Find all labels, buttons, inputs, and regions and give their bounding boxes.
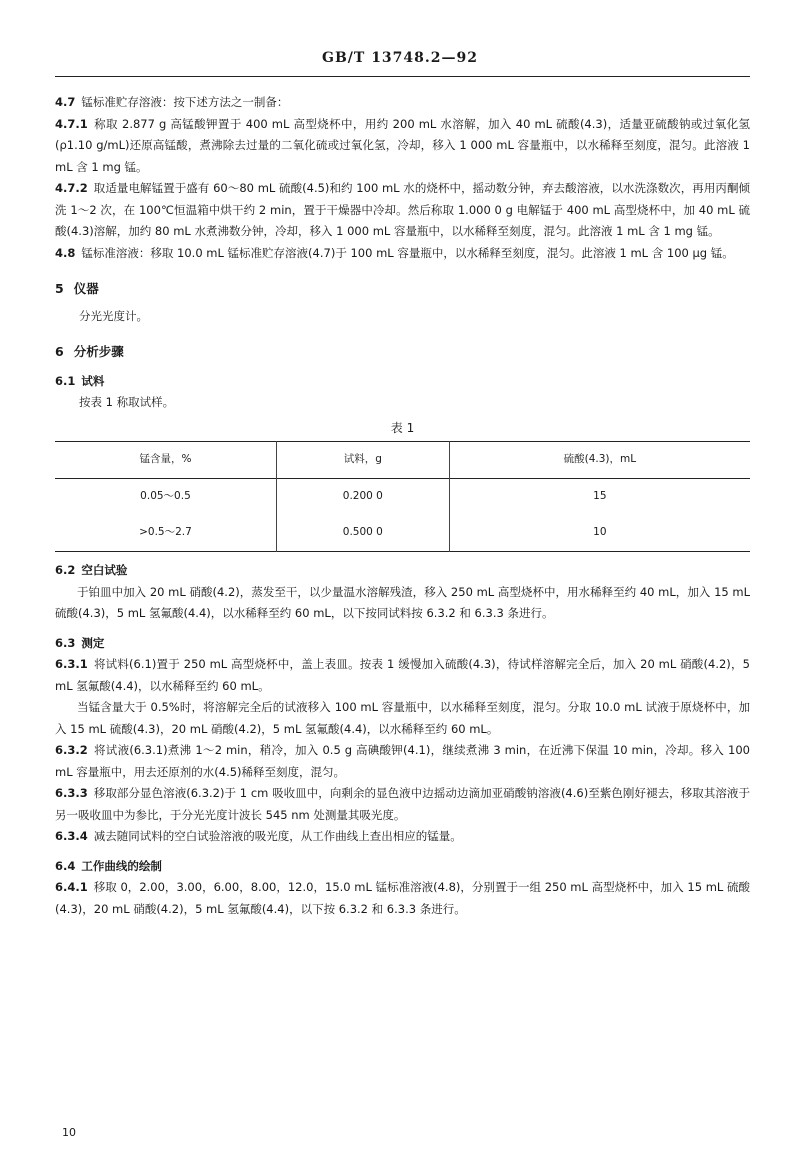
clause-title: 空白试验 (81, 563, 128, 577)
clause-text: 将试料(6.1)置于 250 mL 高型烧杯中，盖上表皿。按表 1 缓慢加入硫酸(4.3)，待试样溶解完全后，加入 20 mL 硝酸(4.2)，5 mL 氢氟酸(4.4)，以水稀释至约 60 mL。 (55, 657, 750, 693)
table-header-row (55, 442, 750, 479)
clause-6-3-1 (55, 654, 750, 697)
clause-text: 锰标准贮存溶液：按下述方法之一制备： (81, 95, 289, 109)
clause-number: 6.4.1 (55, 880, 88, 894)
header-rule (55, 76, 750, 77)
clause-title: 试料 (81, 373, 105, 388)
clause-4-7 (55, 92, 750, 114)
clause-6-1-heading (55, 371, 750, 393)
section-5-heading (55, 278, 750, 300)
clause-text: 减去随同试料的空白试验溶液的吸光度，从工作曲线上查出相应的锰量。 (93, 829, 462, 843)
table-cell: 0.500 0 (276, 515, 449, 552)
clause-6-2-heading (55, 560, 750, 582)
clause-number: 4.7 (55, 95, 76, 109)
table-cell: 10 (449, 515, 750, 552)
clause-number: 6.3.3 (55, 786, 88, 800)
clause-6-3-2 (55, 740, 750, 783)
table-cell: 0.200 0 (276, 479, 449, 516)
section-5-body: 分光光度计。 (79, 308, 148, 323)
table-row (55, 479, 750, 516)
clause-text: 锰标准溶液：移取 10.0 mL 锰标准贮存溶液(4.7)于 100 mL 容量瓶中，以水稀释至刻度，混匀。此溶液 1 mL 含 100 μg 锰。 (81, 245, 734, 260)
column-header: 硫酸(4.3)，mL (449, 442, 750, 479)
column-header: 试料，g (276, 442, 449, 479)
section-title: 仪器 (73, 281, 99, 296)
clause-number: 6.3.4 (55, 829, 88, 843)
clause-text: 将试液(6.3.1)煮沸 1～2 min，稍冷，加入 0.5 g 高碘酸钾(4.1)，继续煮沸 3 min，在近沸下保温 10 min，冷却。移入 100 mL 容量瓶中，用去还原剂的水(4.5)稀释至刻度，混匀。 (55, 743, 750, 779)
clause-6-3-3 (55, 783, 750, 826)
table-cell: 15 (449, 479, 750, 516)
clause-text: 移取部分显色溶液(6.3.2)于 1 cm 吸收皿中，向剩余的显色液中边摇动边滴加亚硝酸钠溶液(4.6)至紫色刚好褪去，移取其溶液于另一吸收皿中为参比，于分光光度计波长 545 nm 处测量其吸光度。 (55, 786, 750, 822)
clause-number: 4.7.2 (55, 181, 88, 195)
table-caption: 表 1 (390, 420, 415, 435)
clause-number: 6.3.2 (55, 743, 88, 757)
section-6-heading (55, 341, 750, 363)
clause-4-7-1 (55, 114, 750, 179)
clause-number: 6.4 (55, 858, 76, 873)
clause-number: 4.7.1 (55, 116, 88, 131)
clause-6-3-4 (55, 826, 750, 848)
clause-title: 测定 (81, 635, 105, 650)
clause-6-4-1 (55, 877, 750, 920)
table-cell: >0.5～2.7 (139, 526, 192, 539)
table-1 (55, 441, 750, 552)
document-body (55, 92, 750, 920)
column-header: 锰含量，% (139, 453, 192, 466)
clause-4-7-2 (55, 178, 750, 243)
table-cell: 0.05～0.5 (140, 490, 191, 503)
clause-4-8 (55, 243, 750, 265)
clause-number: 6.3.1 (55, 657, 88, 671)
clause-title: 工作曲线的绘制 (81, 858, 162, 873)
section-number: 5 (55, 281, 64, 296)
section-title: 分析步骤 (73, 344, 124, 359)
clause-text: 称取 2.877 g 高锰酸钾置于 400 mL 高型烧杯中，用约 200 mL 水溶解，加入 40 mL 硫酸(4.3)，适量亚硫酸钠或过氧化氢(ρ1.10 g/mL)还原高锰酸，煮沸除去过量的二氧化硫或过氧化氢，冷却，移入 1 000 mL 容量瓶中，以水稀释至刻度，混匀。此溶液 1 mL 含 1 mg 锰。 (55, 116, 750, 174)
clause-6-2-body: 于铂皿中加入 20 mL 硝酸(4.2)，蒸发至干，以少量温水溶解残渣，移入 250 mL 高型烧杯中，用水稀释至约 40 mL，加入 15 mL 硫酸(4.3)，5 mL 氢氟酸(4.4)，以水稀释至约 60 mL，以下按同试料按 6.3.2 和 6.3.3 条进行。 (55, 584, 750, 620)
clause-6-1-body: 按表 1 称取试样。 (79, 395, 175, 409)
section-number: 6 (55, 344, 64, 359)
clause-number: 6.3 (55, 635, 76, 650)
clause-6-3-1-note: 当锰含量大于 0.5%时，将溶解完全后的试液移入 100 mL 容量瓶中，以水稀释至刻度，混匀。分取 10.0 mL 试液于原烧杯中，加入 15 mL 硫酸(4.3)，20 mL 硝酸(4.2)，5 mL 氢氟酸(4.4)，以水稀释至约 60 mL。 (55, 700, 750, 736)
clause-number: 6.2 (55, 563, 76, 577)
clause-6-4-heading (55, 856, 750, 878)
table-row (55, 515, 750, 552)
clause-number: 6.1 (55, 373, 76, 388)
clause-text: 取适量电解锰置于盛有 60～80 mL 硫酸(4.5)和约 100 mL 水的烧杯中，摇动数分钟，弃去酸溶液，以水洗涤数次，再用丙酮倾洗 1～2 次，在 100℃恒温箱中烘干约 2 min，置于干燥器中冷却。然后称取 1.000 0 g 电解锰于 400 mL 高型烧杯中，加 40 mL 硫酸(4.3)溶解，加约 80 mL 水煮沸数分钟，冷却，移入 1 000 mL 容量瓶中，以水稀释至刻度，混匀。此溶液 1 mL 含 1 mg 锰。 (55, 181, 750, 238)
clause-text: 移取 0，2.00，3.00，6.00，8.00，12.0，15.0 mL 锰标准溶液(4.8)，分别置于一组 250 mL 高型烧杯中，加入 15 mL 硫酸(4.3)，20 mL 硝酸(4.2)，5 mL 氢氟酸(4.4)，以下按 6.3.2 和 6.3.3 条进行。 (55, 880, 750, 916)
clause-6-3-heading (55, 633, 750, 655)
page-number: 10 (62, 1126, 76, 1139)
clause-number: 4.8 (55, 245, 76, 260)
page-header: GB/T 13748.2—92 (322, 50, 478, 66)
